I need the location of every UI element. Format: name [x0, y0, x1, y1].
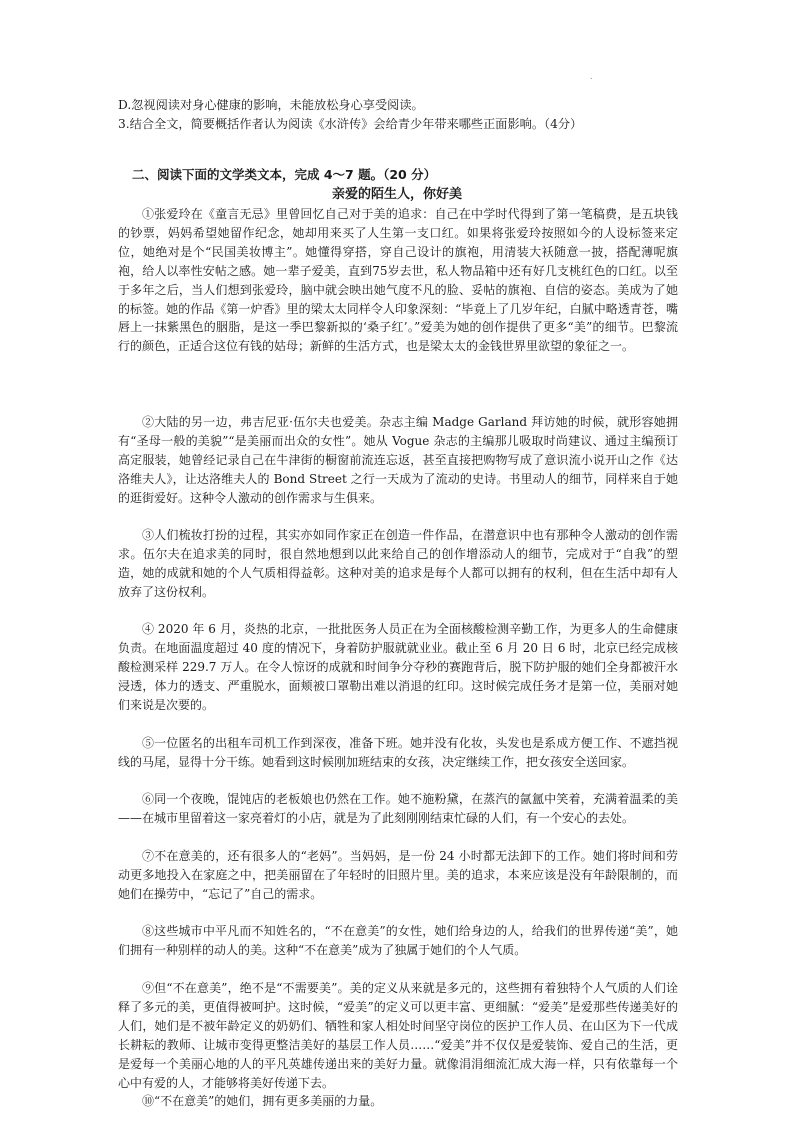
section-heading: 二、阅读下面的文学类文本，完成 4～7 题。（20 分） — [132, 167, 437, 182]
paragraph-3: ③人们梳妆打扮的过程，其实亦如同作家正在创造一件作品，在潜意识中也有那种令人激动的创作需求。伍尔夫在追求美的同时，很自然地想到以此来给自己的创作增添动人的细节，完成对于“自我”的塑造，她的成就和她的个人气质相得益彰。这种对美的追求是每个人都可以拥有的权利，但在生活中却有人放弃了这份权利。 — [118, 528, 678, 599]
paragraph-8: ⑧这些城市中平凡而不知姓名的，“不在意美”的女性，她们给身边的人，给我们的世界传递“美”，她们拥有一种别样的动人的美。这种“不在意美”成为了独属于她们的个人气质。 — [118, 924, 678, 957]
paragraph-10: ⑩“不在意美”的她们，拥有更多美丽的力量。 — [142, 1094, 383, 1108]
option-d: D.忽视阅读对身心健康的影响，未能放松身心享受阅读。 — [118, 98, 424, 112]
paragraph-2: ②大陆的另一边，弗吉尼亚·伍尔夫也爱美。杂志主编 Madge Garland 拜访她的时候，就形容她拥有“圣母一般的美貌”“是美丽而出众的女性”。她从 Vogue 杂志的主编那儿吸取时尚建议、通过主编预订高定服装，她曾经记录自己在牛津街的橱窗前流连忘返，甚至直接把购物写成了意识流小说开山之作《达洛维夫人》，让达洛维夫人的 Bond Street 之行一天成为了流动的史诗。书里动人的细节，同样来自于她的逛街爱好。这种令人激动的创作需求与生俱来。 — [118, 415, 678, 505]
paragraph-9: ⑨但“不在意美”，绝不是“不需要美”。美的定义从来就是多元的，这些拥有着独特个人气质的人们诠释了多元的美，更值得被呵护。这时候，“爱美”的定义可以更丰富、更细腻：“爱美”是爱那些传递美好的人们，她们是不被年龄定义的奶奶们、牺牲和家人相处时间坚守岗位的医护工作人员、在山区为下一代成长耕耘的教师、让城市变得更整洁美好的基层工作人员……“爱美”并不仅仅是爱装饰、爱自己的生活，更是爱每一个美丽心地的人的平凡英雄传递出来的美好力量。就像涓涓细流汇成大海一样，只有依靠每一个心中有爱的人，才能够将美好传递下去。 — [118, 981, 678, 1090]
article-title: 亲爱的陌生人，你好美 — [331, 187, 462, 202]
paragraph-4: ④ 2020 年 6 月，炎热的北京，一批批医务人员正在为全面核酸检测辛勤工作，为更多人的生命健康负责。在地面温度超过 40 度的情况下，身着防护服就就业业。截止至 6 月 20 日 6 时，北京已经完成核酸检测采样 229.7 万人。在令人惊讶的成就和时间争分夺秒的赛跑背后，脱下防护服的她们全身都被汗水浸透，体力的透支、严重脱水，面颊被口罩勒出难以消退的红印。这时候完成任务才是第一位，美丽对她们来说是次要的。 — [118, 622, 678, 712]
page-dot: . — [590, 72, 593, 81]
question-3: 3.结合全文，简要概括作者认为阅读《水浒传》会给青少年带来哪些正面影响。（4分） — [118, 117, 583, 131]
paragraph-5: ⑤一位匿名的出租车司机工作到深夜，准备下班。她并没有化妆，头发也是系成方便工作、不遮挡视线的马尾，显得十分干练。她看到这时候刚加班结束的女孩，决定继续工作，把女孩安全送回家。 — [118, 736, 678, 769]
paragraph-7: ⑦不在意美的，还有很多人的“老妈”。当妈妈，是一份 24 小时都无法卸下的工作。她们将时间和劳动更多地投入在家庭之中，把美丽留在了年轻时的旧照片里。美的追求，本来应该是没有年龄限制的，而她们在操劳中，“忘记了”自己的需求。 — [118, 849, 678, 901]
paragraph-1: ①张爱玲在《童言无忌》里曾回忆自己对于美的追求：自己在中学时代得到了第一笔稿费，是五块钱的钞票，妈妈希望她留作纪念，她却用来买了人生第一支口红。如果将张爱玲按照如今的人设标签来定位，她绝对是个“民国美妆博主”。她懂得穿搭，穿自己设计的旗袍，用清装大袄随意一披，搭配薄呢旗袍，给人以率性安帖之感。她一辈子爱美，直到75岁去世，私人物品箱中还有好几支桃红色的口红。以至于多年之后，当人们想到张爱玲，脑中就会映出她气度不凡的脸、妥帖的旗袍、自信的姿态。美成为了她的标签。她的作品《第一炉香》里的梁太太同样令人印象深刻：“毕竟上了几岁年纪，白腻中略透青苍，嘴唇上一抹紫黑色的胭脂，是这一季巴黎新拟的‘桑子红’。”爱美为她的创作提供了更多“美”的细节。巴黎流行的颜色，正适合这位有钱的姑母；新鲜的生活方式，也是梁太太的金钱世界里欲望的象征之一。 — [118, 207, 678, 354]
paragraph-6: ⑥同一个夜晚，馄饨店的老板娘也仍然在工作。她不施粉黛，在蒸汽的氤氲中笑着，充满着温柔的美——在城市里留着这一家亮着灯的小店，就是为了此刻刚刚结束忙碌的人们，有一个安心的去处。 — [118, 792, 678, 825]
